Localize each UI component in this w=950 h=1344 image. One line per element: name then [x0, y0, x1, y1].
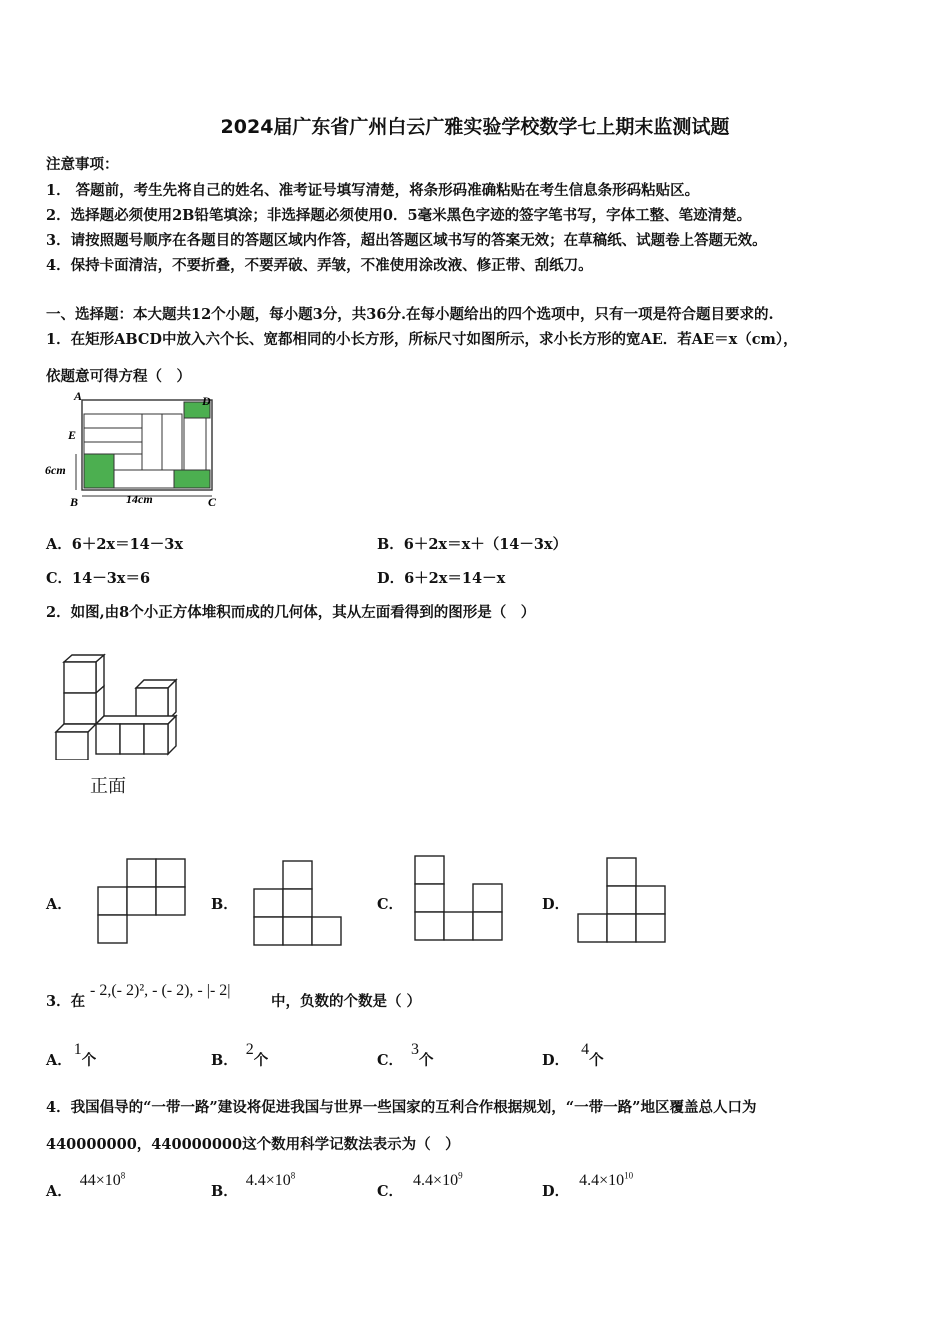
q3-option-c-label: C．	[377, 1052, 404, 1069]
q4-option-d-label: D．	[542, 1183, 570, 1200]
section-heading: 一、选择题：本大题共12个小题，每小题3分，共36分.在每小题给出的四个选项中，只有一项是符合题目要求的.	[46, 306, 774, 323]
q3-option-b-unit: 个	[253, 1052, 269, 1069]
q4-option-b-label: B．	[211, 1183, 238, 1200]
notice-item-4: 4．保持卡面清洁，不要折叠，不要弄破、弄皱，不准使用涂改液、修正带、刮纸刀。	[46, 257, 593, 274]
q3-suffix: 中，负数的个数是（ ）	[271, 993, 422, 1010]
q3-option-b-label: B．	[211, 1052, 238, 1069]
q4-option-c-base: 4.4×10	[413, 1172, 459, 1189]
q4-option-c[interactable]	[377, 1170, 463, 1201]
q2-option-b[interactable]: B．	[211, 896, 238, 913]
label-width: 14cm	[126, 492, 153, 506]
label-c: C	[208, 495, 217, 509]
q4-option-b-value	[246, 1172, 296, 1189]
q1-text-2: 依题意可得方程（ ）	[46, 368, 191, 385]
q3-option-a[interactable]	[46, 1041, 97, 1070]
notice-item-3: 3．请按照题号顺序在各题目的答题区域内作答，超出答题区域书写的答案无效；在草稿纸、试题卷上答题无效。	[46, 232, 767, 249]
q1-option-a[interactable]: A．6＋2x＝14－3x	[46, 536, 183, 553]
q1-option-b[interactable]: B．6＋2x＝x＋（14－3x）	[377, 536, 568, 553]
q3-option-d-label: D．	[542, 1052, 570, 1069]
q3-option-a-unit: 个	[81, 1052, 97, 1069]
q4-option-a-value	[80, 1172, 126, 1189]
q2-option-d-figure[interactable]	[576, 856, 668, 944]
q1-option-d[interactable]: D．6＋2x＝14－x	[377, 570, 506, 587]
q4-option-b[interactable]	[211, 1170, 296, 1201]
q4-option-d-base: 4.4×10	[579, 1172, 625, 1189]
q3-option-c-num: 3	[411, 1041, 420, 1058]
label-height: 6cm	[45, 463, 66, 477]
label-d: D	[202, 394, 211, 408]
q2-option-c[interactable]: C．	[377, 896, 404, 913]
q3-option-a-label: A．	[46, 1052, 72, 1069]
q2-caption: 正面	[90, 776, 126, 797]
page-title: 2024届广东省广州白云广雅实验学校数学七上期末监测试题	[220, 116, 730, 138]
q4-option-c-exp: 9	[458, 1170, 463, 1181]
q4-option-d[interactable]	[542, 1170, 634, 1201]
q3-option-b-num: 2	[245, 1041, 254, 1058]
q4-option-b-exp: 8	[290, 1170, 296, 1181]
label-e: E	[68, 428, 77, 442]
q1-rectangle-figure	[44, 392, 224, 510]
q4-option-a-exp: 8	[120, 1170, 126, 1181]
q3-option-d-num: 4	[581, 1041, 590, 1058]
label-a: A	[74, 392, 83, 403]
q3-option-a-num: 1	[73, 1041, 82, 1058]
q4-option-b-base: 4.4×10	[245, 1172, 291, 1189]
q3-option-d[interactable]	[542, 1041, 604, 1070]
q2-option-a-figure[interactable]	[96, 857, 188, 945]
q3-expression: - 2,(- 2)², - (- 2), - |- 2|	[90, 982, 231, 999]
q1-option-c[interactable]: C．14－3x＝6	[46, 570, 151, 587]
q2-option-a[interactable]: A．	[46, 896, 72, 913]
notice-item-2: 2．选择题必须使用2B铅笔填涂；非选择题必须使用0．5毫米黑色字迹的签字笔书写，字体工整、笔迹清楚。	[46, 207, 752, 224]
notice-heading: 注意事项：	[46, 156, 119, 173]
q3-option-d-unit: 个	[589, 1052, 604, 1069]
q4-option-d-exp: 10	[624, 1170, 634, 1181]
q3-option-c-unit: 个	[419, 1052, 434, 1069]
q2-cube-figure	[48, 650, 188, 760]
notice-item-1: 1． 答题前，考生先将自己的姓名、准考证号填写清楚，将条形码准确粘贴在考生信息条形码粘贴区。	[46, 182, 700, 199]
q4-option-d-value	[579, 1172, 633, 1189]
q4-option-a[interactable]	[46, 1170, 126, 1201]
q3-option-c[interactable]	[377, 1041, 434, 1070]
q4-option-a-label: A．	[46, 1183, 72, 1200]
q2-text: 2．如图,由8个小正方体堆积而成的几何体，其从左面看得到的图形是（ ）	[46, 604, 536, 621]
q1-text: 1．在矩形ABCD中放入六个长、宽都相同的小长方形，所标尺寸如图所示，求小长方形的宽AE．若AE＝x（cm），	[46, 331, 798, 348]
q4-text: 4．我国倡导的“一带一路”建设将促进我国与世界一些国家的互利合作根据规划，“一带一路”地区覆盖总人口为	[46, 1099, 757, 1116]
q4-option-c-label: C．	[377, 1183, 404, 1200]
q2-option-c-figure[interactable]	[413, 854, 505, 942]
q2-option-b-figure[interactable]	[252, 859, 344, 947]
q3-prefix: 3．在	[46, 993, 86, 1010]
q3-option-b[interactable]	[211, 1041, 269, 1070]
q4-option-a-base: 44×10	[79, 1172, 121, 1189]
q4-text-2: 440000000，440000000这个数用科学记数法表示为（ ）	[46, 1136, 460, 1153]
q2-option-d[interactable]: D．	[542, 896, 570, 913]
q4-option-c-value	[413, 1172, 463, 1189]
label-b: B	[70, 495, 79, 509]
